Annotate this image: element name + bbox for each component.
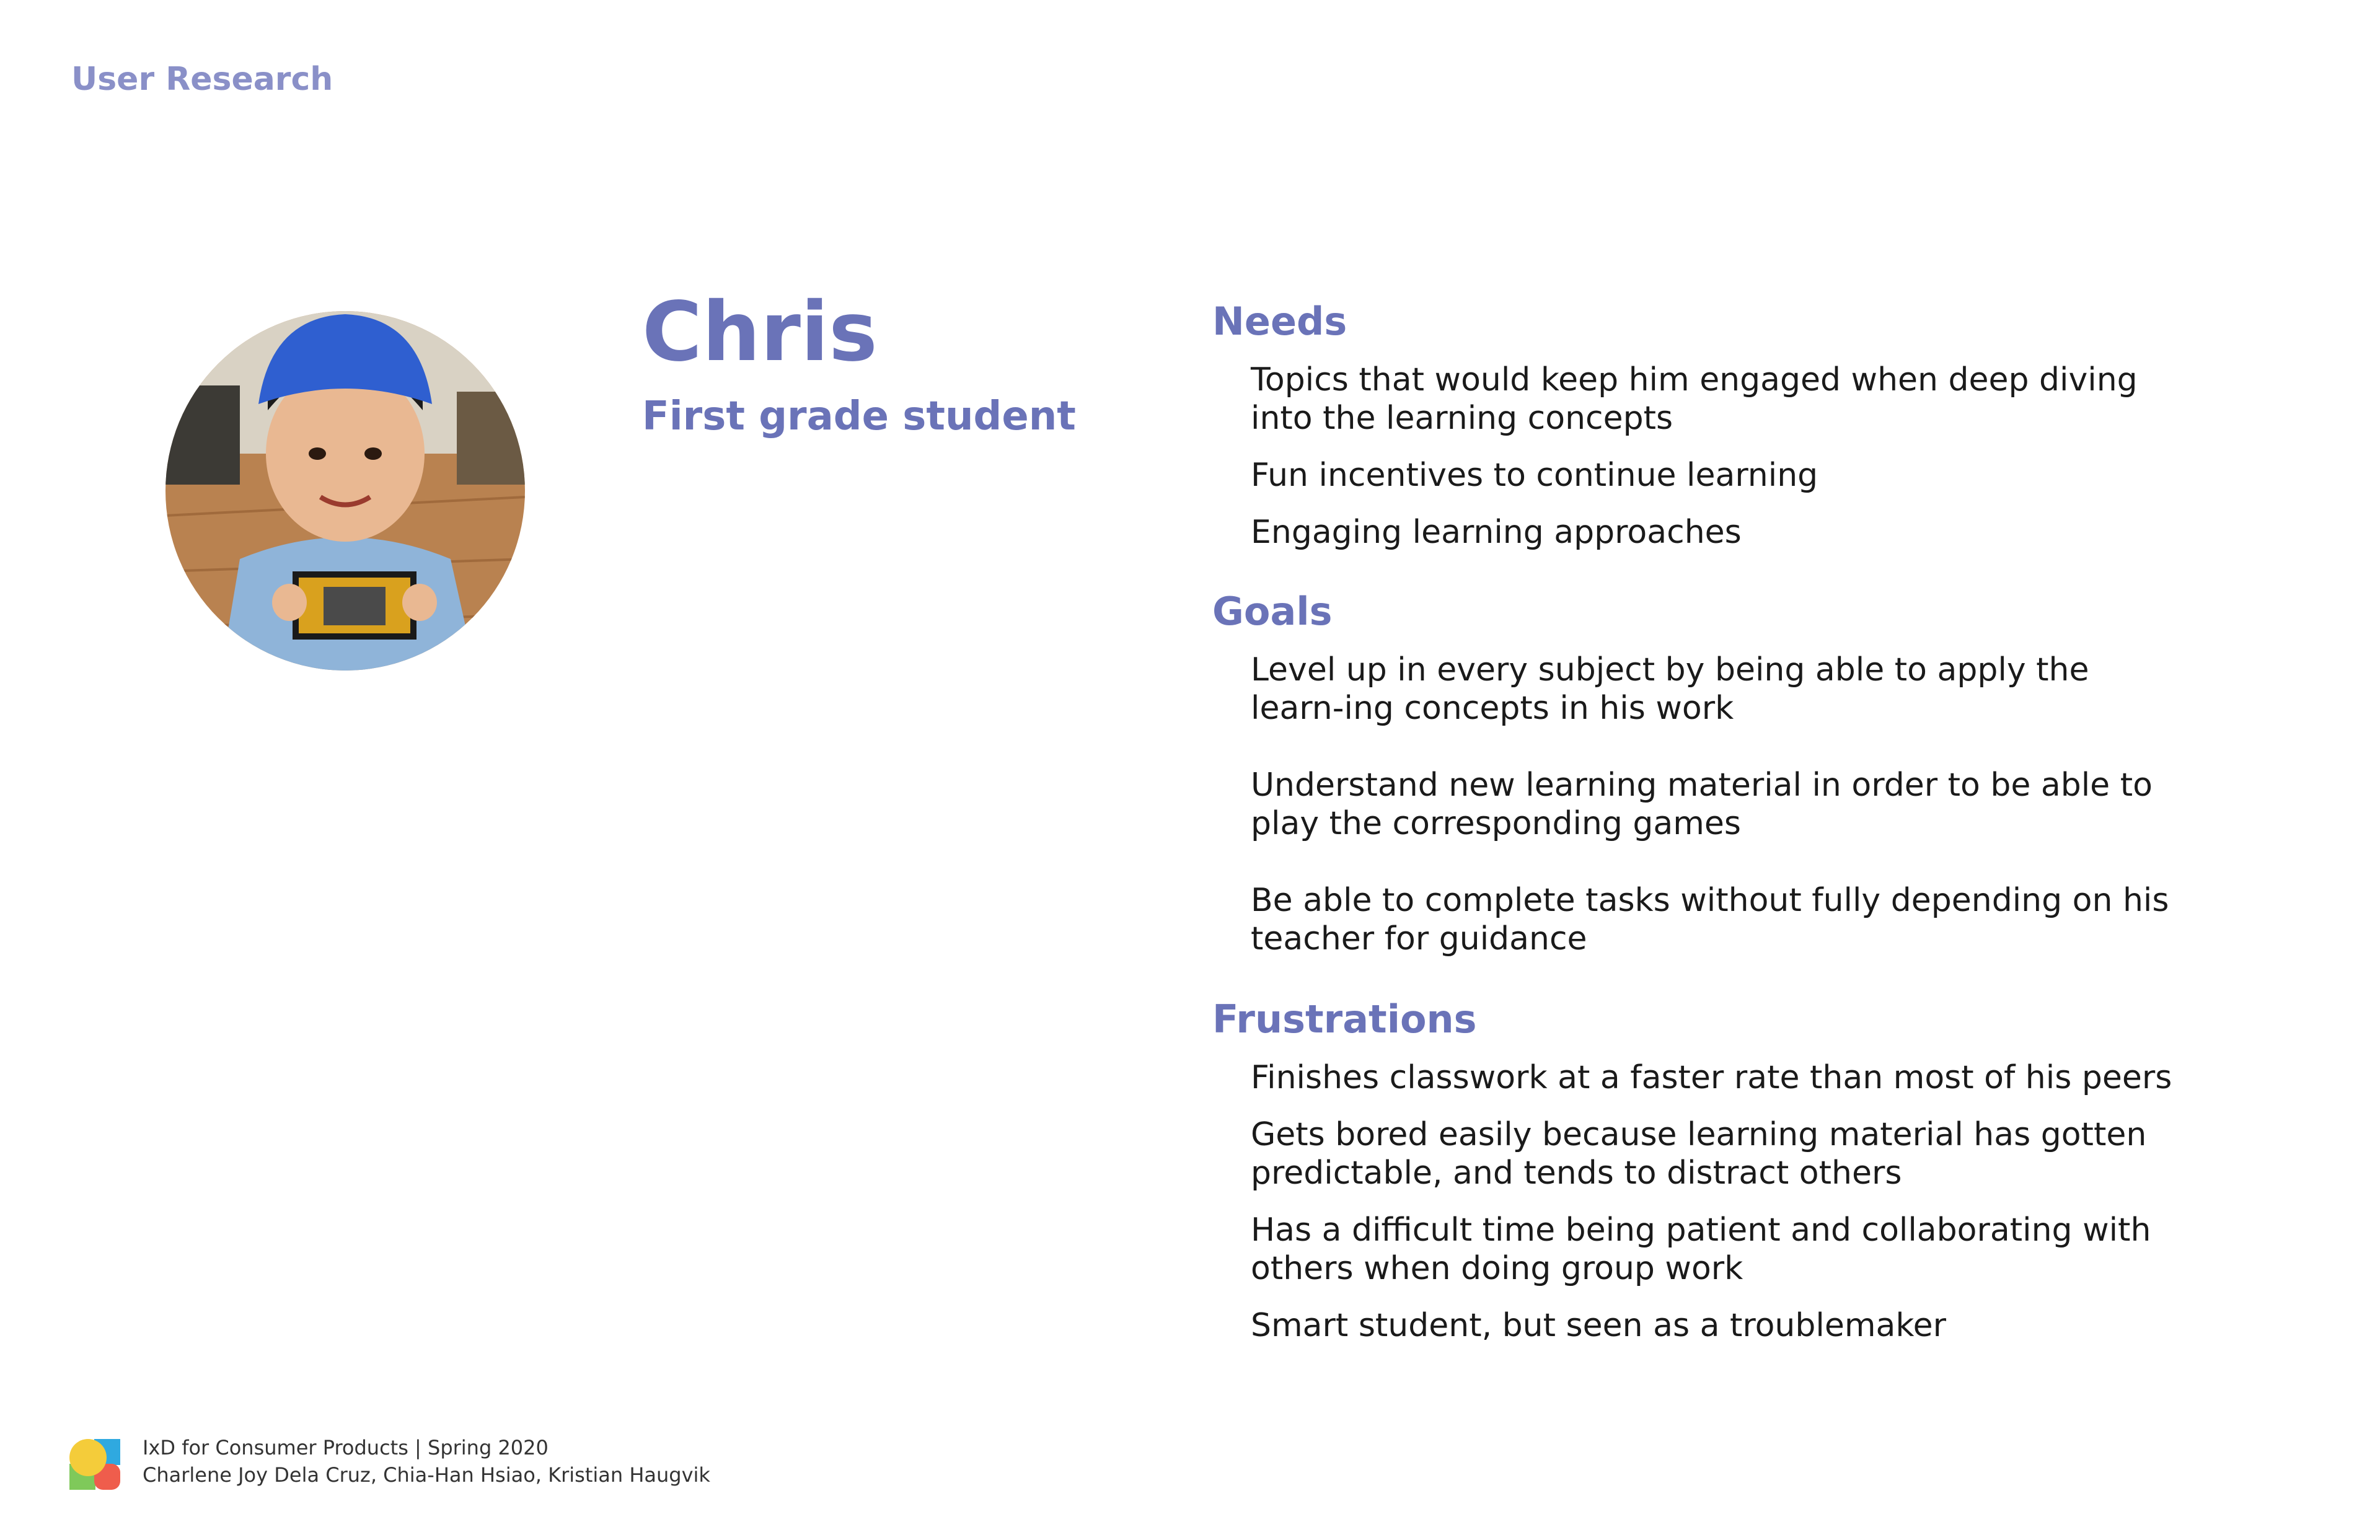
persona-photo xyxy=(165,311,525,671)
goals-item: Be able to complete tasks without fully depending on his teacher for guidance xyxy=(1251,882,2169,957)
footer-credits xyxy=(143,1434,710,1489)
persona-details xyxy=(1212,299,2179,1345)
persona-role: First grade student xyxy=(642,394,1076,439)
needs-section xyxy=(1212,299,2179,552)
frustrations-section xyxy=(1212,997,2179,1345)
goals-list xyxy=(1212,651,2179,958)
needs-title: Needs xyxy=(1212,299,1347,344)
goals-section xyxy=(1212,589,2179,958)
frustrations-item: Has a difficult time being patient and collaborating with others when doing group work xyxy=(1251,1212,2151,1287)
footer-authors: Charlene Joy Dela Cruz, Chia-Han Hsiao, Kristian Haugvik xyxy=(143,1463,710,1487)
needs-item: Fun incentives to continue learning xyxy=(1251,457,1818,494)
frustrations-item: Gets bored easily because learning material has gotten predictable, and tends to distract others xyxy=(1251,1116,2147,1192)
footer-course: IxD for Consumer Products | Spring 2020 xyxy=(143,1436,549,1459)
persona-photo-illustration xyxy=(165,311,525,671)
needs-item: Engaging learning approaches xyxy=(1251,514,1742,551)
frustrations-title: Frustrations xyxy=(1212,997,1477,1042)
goals-item: Level up in every subject by being able to apply the learn-ing concepts in his work xyxy=(1251,651,2089,727)
overlapping-shapes-logo-icon xyxy=(69,1439,120,1490)
section-label: User Research xyxy=(71,61,333,98)
persona-name: Chris xyxy=(642,284,878,380)
frustrations-item: Finishes classwork at a faster rate than most of his peers xyxy=(1251,1059,2172,1096)
needs-item: Topics that would keep him engaged when deep diving into the learning concepts xyxy=(1251,361,2138,437)
frustrations-item: Smart student, but seen as a troublemaker xyxy=(1251,1307,1946,1344)
goals-title: Goals xyxy=(1212,589,1333,634)
frustrations-list xyxy=(1212,1058,2179,1345)
needs-list xyxy=(1212,361,2179,552)
goals-item: Understand new learning material in order to be able to play the corresponding games xyxy=(1251,767,2153,842)
